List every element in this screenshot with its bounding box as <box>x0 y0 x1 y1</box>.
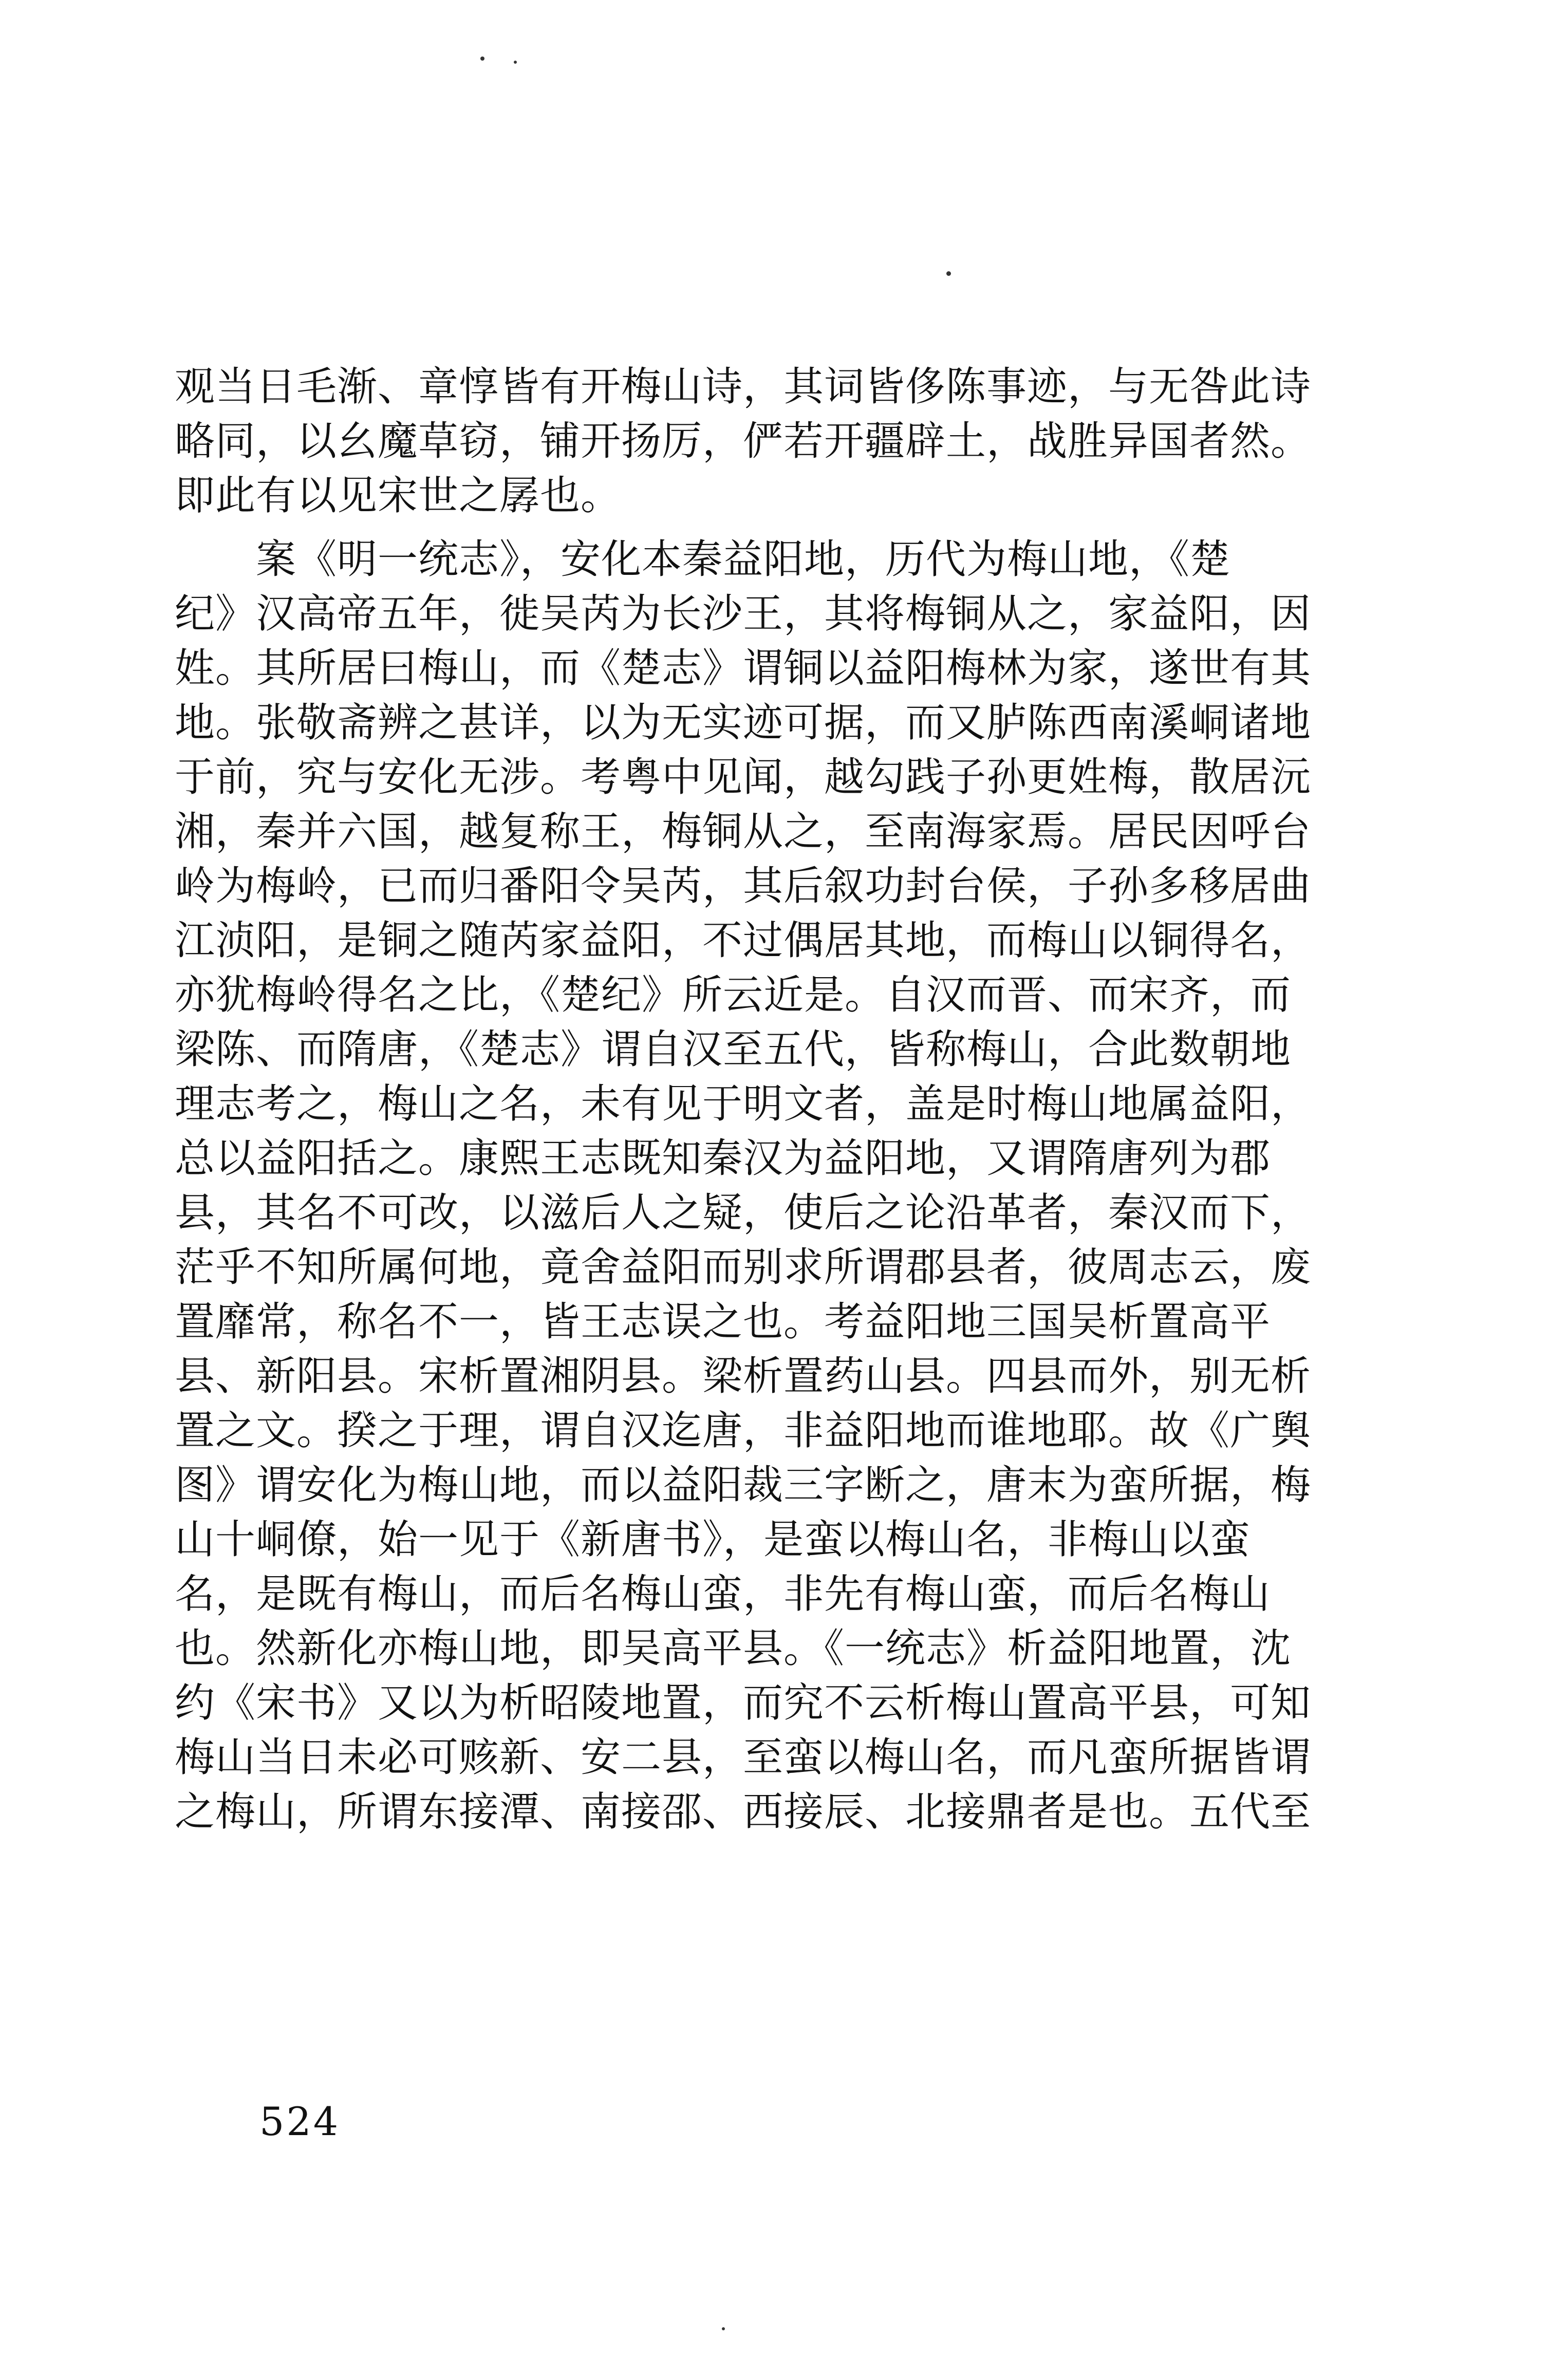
text-line: 茫乎不知所属何地，竟舍益阳而别求所谓郡县者，彼周志云，废 <box>175 1244 1312 1291</box>
scan-speck <box>514 61 517 64</box>
text-line: 县，其名不可改，以滋后人之疑，使后之论沿革者，秦汉而下， <box>175 1190 1312 1236</box>
text-line: 置靡常，称名不一，皆王志误之也。考益阳地三国吴析置高平 <box>175 1299 1271 1345</box>
text-line: 梁陈、而隋唐，《楚志》谓自汉至五代，皆称梅山，合此数朝地 <box>175 1026 1292 1073</box>
text-line: 江浈阳，是铜之随芮家益阳，不过偶居其地，而梅山以铜得名， <box>175 918 1312 964</box>
text-line: 置之文。揆之于理，谓自汉迄唐，非益阳地而谁地耶。故《广舆 <box>175 1408 1312 1454</box>
text-line: 山十峒僚，始一见于《新唐书》，是蛮以梅山名，非梅山以蛮 <box>175 1517 1251 1563</box>
scan-speck <box>946 271 951 276</box>
text-line: 姓。其所居曰梅山，而《楚志》谓铜以益阳梅林为家，遂世有其 <box>175 645 1312 691</box>
text-line: 亦犹梅岭得名之比，《楚纪》所云近是。自汉而晋、而宋齐，而 <box>175 972 1292 1018</box>
text-line: 案《明一统志》，安化本秦益阳地，历代为梅山地，《楚 <box>175 536 1231 583</box>
body-text <box>175 360 1397 1839</box>
text-line: 名，是既有梅山，而后名梅山蛮，非先有梅山蛮，而后名梅山 <box>175 1571 1271 1617</box>
text-line: 理志考之，梅山之名，未有见于明文者，盖是时梅山地属益阳， <box>175 1081 1312 1127</box>
text-line: 即此有以见宋世之孱也。 <box>175 473 622 519</box>
scan-speck <box>722 2327 725 2330</box>
text-line: 观当日毛渐、章惇皆有开梅山诗，其词皆侈陈事迹，与无咎此诗 <box>175 364 1312 410</box>
text-line: 于前，究与安化无涉。考粤中见闻，越勾践子孙更姓梅，散居沅 <box>175 754 1312 800</box>
text-line: 梅山当日未必可赅新、安二县，至蛮以梅山名，而凡蛮所据皆谓 <box>175 1734 1312 1781</box>
text-line: 纪》汉高帝五年，徙吴芮为长沙王，其将梅铜从之，家益阳，因 <box>175 591 1312 637</box>
text-line: 略同，以幺魔草窃，铺开扬厉，俨若开疆辟土，战胜异国者然。 <box>175 418 1312 464</box>
text-line: 图》谓安化为梅山地，而以益阳裁三字断之，唐末为蛮所据，梅 <box>175 1462 1312 1508</box>
text-line: 总以益阳括之。康熙王志既知秦汉为益阳地，又谓隋唐列为郡 <box>175 1135 1271 1182</box>
text-line: 约《宋书》又以为析昭陵地置，而究不云析梅山置高平县，可知 <box>175 1680 1312 1726</box>
text-line: 也。然新化亦梅山地，即吴高平县。《一统志》析益阳地置，沈 <box>175 1625 1292 1672</box>
paragraph-gap <box>175 523 1397 532</box>
text-line: 岭为梅岭，已而归番阳令吴芮，其后叙功封台侯，子孙多移居曲 <box>175 863 1312 909</box>
page-number: 524 <box>259 2099 341 2144</box>
text-line: 地。张敬斋辨之甚详，以为无实迹可据，而又胪陈西南溪峒诸地 <box>175 700 1312 746</box>
text-line: 县、新阳县。宋析置湘阴县。梁析置药山县。四县而外，别无析 <box>175 1353 1312 1399</box>
text-line: 湘，秦并六国，越复称王，梅铜从之，至南海家焉。居民因呼台 <box>175 809 1312 855</box>
paragraph-1 <box>175 360 1397 523</box>
paragraph-2 <box>175 532 1397 1839</box>
text-line: 之梅山，所谓东接潭、南接邵、西接辰、北接鼎者是也。五代至 <box>175 1789 1312 1835</box>
scan-speck <box>480 57 484 61</box>
